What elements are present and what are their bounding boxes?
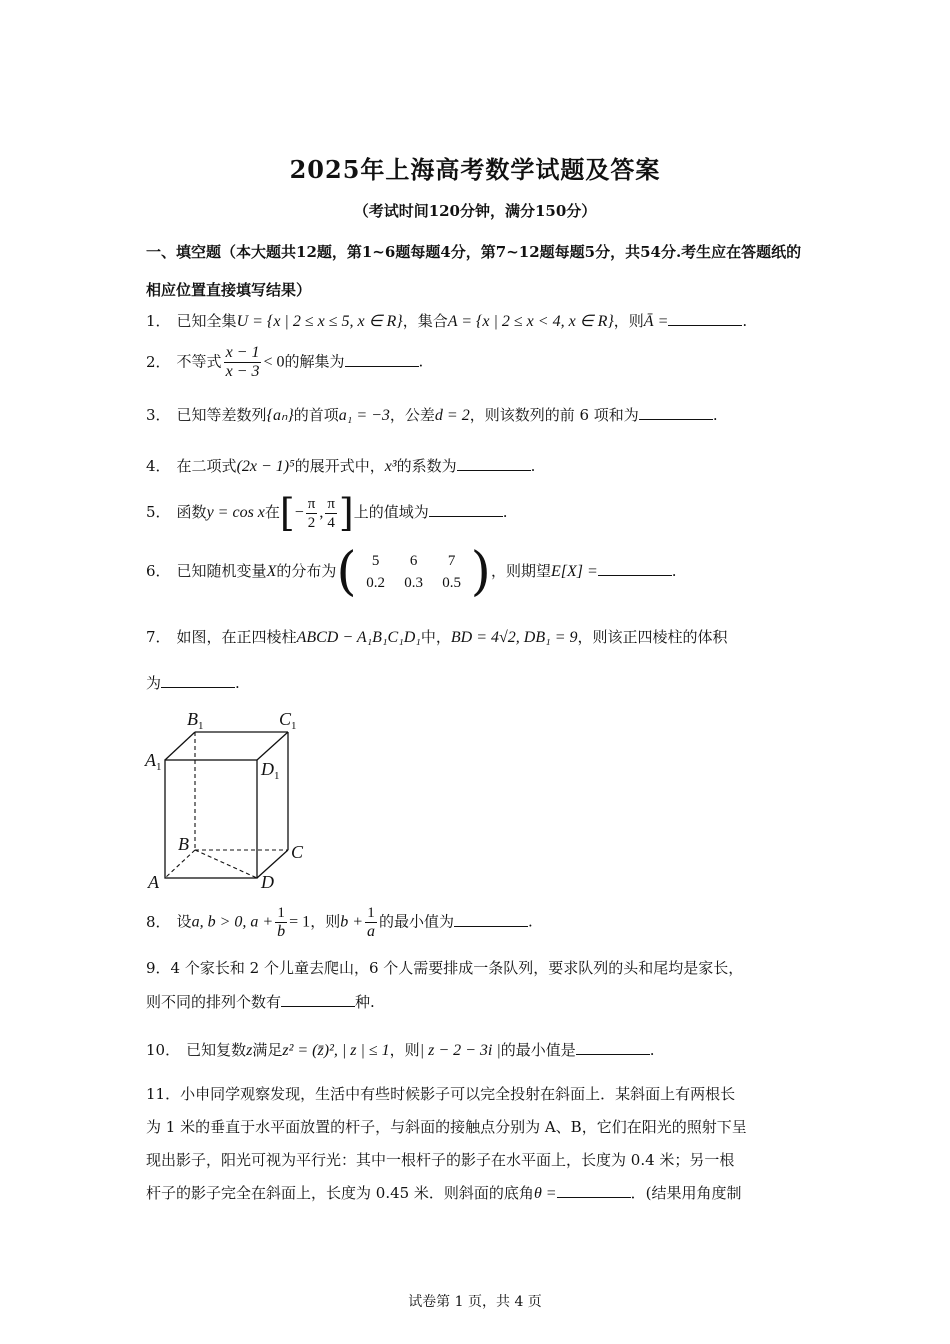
right-bracket: ] [338, 491, 354, 535]
question-text: ，集合 [402, 312, 448, 330]
question-text: 则不同的排列个数有 [146, 993, 282, 1011]
comma: , [319, 504, 324, 521]
question-number: 6． [146, 562, 171, 580]
question-7-continued [146, 672, 810, 693]
question-text: 为 [146, 674, 162, 692]
fraction: $\frac{\pi}{4}$ [327, 495, 335, 531]
question-text: 函数 [176, 503, 207, 521]
question-text: 不等式 [176, 352, 222, 371]
answer-blank [281, 992, 355, 1007]
question-text: 设 [176, 912, 192, 931]
question-9 [146, 951, 806, 1019]
question-number: 5． [146, 503, 171, 521]
question-text: 在 [264, 503, 280, 521]
math-expression: a, b > 0, a + [191, 913, 274, 931]
matrix-cell: 0.5 [442, 575, 462, 591]
question-text: 上的值域为 [353, 503, 429, 521]
math-expression: b + [340, 913, 363, 931]
question-8 [146, 904, 810, 941]
question-text: 已知等差数列 [176, 406, 267, 424]
question-number: 11． [146, 1085, 181, 1103]
fraction: $\frac{1}{b}$ [277, 905, 286, 940]
question-text: 的首项 [293, 406, 339, 424]
question-text: 如图，在正四棱柱 [176, 628, 297, 646]
question-text: ，则期望 [490, 562, 551, 580]
question-3 [146, 404, 810, 425]
math-expression: E[X] = [550, 563, 598, 580]
math-expression: z [246, 1042, 253, 1059]
answer-blank [457, 456, 531, 471]
answer-blank [454, 912, 528, 927]
question-number: 7． [146, 628, 171, 646]
answer-blank [576, 1040, 650, 1055]
question-text: 在二项式 [176, 457, 237, 475]
exam-subtitle: （考试时间120分钟，满分150分） [353, 202, 597, 220]
period: . [530, 457, 536, 475]
math-expression: U = {x | 2 ≤ x ≤ 5, x ∈ R} [236, 313, 403, 330]
matrix-cell: 0.3 [404, 575, 424, 591]
right-paren: ) [470, 542, 491, 602]
question-4 [146, 455, 810, 476]
matrix-cell: 0.2 [366, 575, 386, 591]
label-b: B [178, 834, 189, 854]
answer-blank [668, 311, 742, 326]
question-text: ，则 [613, 312, 644, 330]
question-6 [146, 542, 810, 602]
question-text: 种. [355, 993, 375, 1011]
math-expression: ABCD − A₁B₁C₁D₁ [296, 629, 421, 646]
question-text: 的分布为 [276, 562, 337, 580]
period: . [712, 406, 718, 424]
fraction: $\frac{\pi}{2}$ [307, 495, 316, 531]
answer-blank [557, 1183, 631, 1198]
period: . [528, 912, 533, 931]
left-bracket: [ [279, 491, 295, 535]
question-text: 已知复数 [186, 1041, 247, 1059]
label-b1: $B_1$ [187, 709, 204, 732]
answer-blank [639, 405, 713, 420]
math-expression: BD = 4√2, DB₁ = 9 [450, 629, 578, 646]
label-a1: $A_1$ [145, 750, 162, 773]
left-paren: ( [336, 542, 357, 602]
period: . [502, 503, 508, 521]
question-number: 2． [146, 352, 171, 371]
question-number: 10． [146, 1041, 181, 1059]
math-expression: x³ [384, 458, 397, 475]
hidden-edge-b-d [195, 850, 257, 878]
label-a: A [148, 872, 159, 892]
answer-blank [161, 673, 235, 688]
label-c1: $C_1$ [279, 709, 297, 732]
question-text: 为 1 米的垂直于水平面放置的杆子，与斜面的接触点分别为 A、B，它们在阳光的照射下呈 [146, 1118, 747, 1136]
math-expression: z² = (z̄)², | z | ≤ 1 [282, 1042, 390, 1059]
question-text: 4 个家长和 2 个儿童去爬山，6 个人需要排成一条队列，要求队列的头和尾均是家长， [170, 959, 744, 977]
question-number: 4． [146, 457, 171, 475]
question-text: 的展开式中， [294, 457, 385, 475]
math-expression: y = cos x [206, 504, 265, 521]
section-heading: 一、填空题（本大题共12题，第1~6题每题4分，第7~12题每题5分，共54分.考生应在答题纸的相应位置直接填写结果） [146, 243, 802, 299]
question-text: 已知全集 [176, 312, 237, 330]
question-10 [146, 1039, 810, 1060]
math-expression: θ = [533, 1185, 557, 1202]
answer-blank [598, 561, 672, 576]
page-footer: 试卷第 1 页，共 4 页 [408, 1294, 542, 1310]
question-text: ，则该数列的前 6 项和为 [469, 406, 639, 424]
math-expression: a₁ = −3 [338, 407, 390, 424]
period: . [649, 1041, 655, 1059]
question-text: 的最小值为 [379, 912, 455, 931]
edge-a1-b1 [165, 732, 195, 760]
question-text: ，则该正四棱柱的体积 [577, 628, 728, 646]
question-1 [146, 310, 810, 331]
prism-figure [140, 700, 340, 895]
question-text: ．(结果用角度制 [630, 1184, 742, 1202]
matrix-cell: 6 [409, 553, 418, 569]
label-d1: $D_1$ [261, 759, 280, 782]
front-face [165, 760, 257, 878]
question-text: 满足 [252, 1041, 283, 1059]
question-number: 3． [146, 406, 171, 424]
math-expression: A = {x | 2 ≤ x < 4, x ∈ R} [447, 313, 614, 330]
question-text: 现出影子，阳光可视为平行光：其中一根杆子的影子在水平面上，长度为 0.4 米；另一根 [146, 1151, 735, 1169]
question-text: 的解集为 [284, 352, 345, 371]
math-expression: | z − 2 − 3i | [419, 1042, 501, 1059]
minus-sign: − [294, 504, 304, 521]
period: . [418, 352, 424, 371]
label-d: D [261, 872, 274, 892]
question-text: 中， [420, 628, 451, 646]
math-expression: Ā = [643, 313, 669, 330]
edge-d1-c1 [257, 732, 288, 760]
answer-blank [429, 502, 503, 517]
question-text: 杆子的影子完全在斜面上，长度为 0.45 米．则斜面的底角 [146, 1184, 534, 1202]
hidden-edge-b-a [165, 850, 195, 878]
question-text: 已知随机变量 [176, 562, 267, 580]
question-text: 小申同学观察发现，生活中有些时候影子可以完全投射在斜面上．某斜面上有两根长 [180, 1085, 736, 1103]
question-5 [146, 491, 810, 535]
question-number: 8． [146, 912, 171, 931]
answer-blank [345, 352, 419, 367]
question-text: 的最小值是 [500, 1041, 576, 1059]
question-text: ，公差 [389, 406, 435, 424]
label-c: C [291, 842, 304, 862]
question-number: 1． [146, 312, 171, 330]
question-7 [146, 626, 810, 647]
period: . [235, 674, 240, 692]
question-text: ，则 [389, 1041, 420, 1059]
period: . [742, 312, 748, 330]
fraction: $\frac{1}{a}$ [367, 905, 375, 940]
matrix-cell: 5 [371, 553, 380, 569]
distribution-matrix [357, 550, 471, 594]
matrix-cell: 7 [447, 553, 456, 569]
question-text: ，则 [310, 912, 341, 931]
question-text: 的系数为 [396, 457, 457, 475]
math-expression: (2x − 1)⁵ [236, 458, 295, 475]
math-expression: X [266, 563, 277, 580]
math-expression: {aₙ} [266, 407, 294, 424]
question-11 [146, 1078, 806, 1210]
page-title: 2025年上海高考数学试题及答案 [289, 155, 661, 184]
fraction: $\frac{x - 1}{x - 3}$ [225, 344, 260, 380]
question-number: 9． [146, 959, 171, 977]
math-expression: < 0 [263, 353, 285, 371]
period: . [671, 562, 677, 580]
question-2 [146, 344, 810, 381]
math-expression: = 1 [289, 913, 311, 931]
math-expression: d = 2 [434, 407, 470, 424]
